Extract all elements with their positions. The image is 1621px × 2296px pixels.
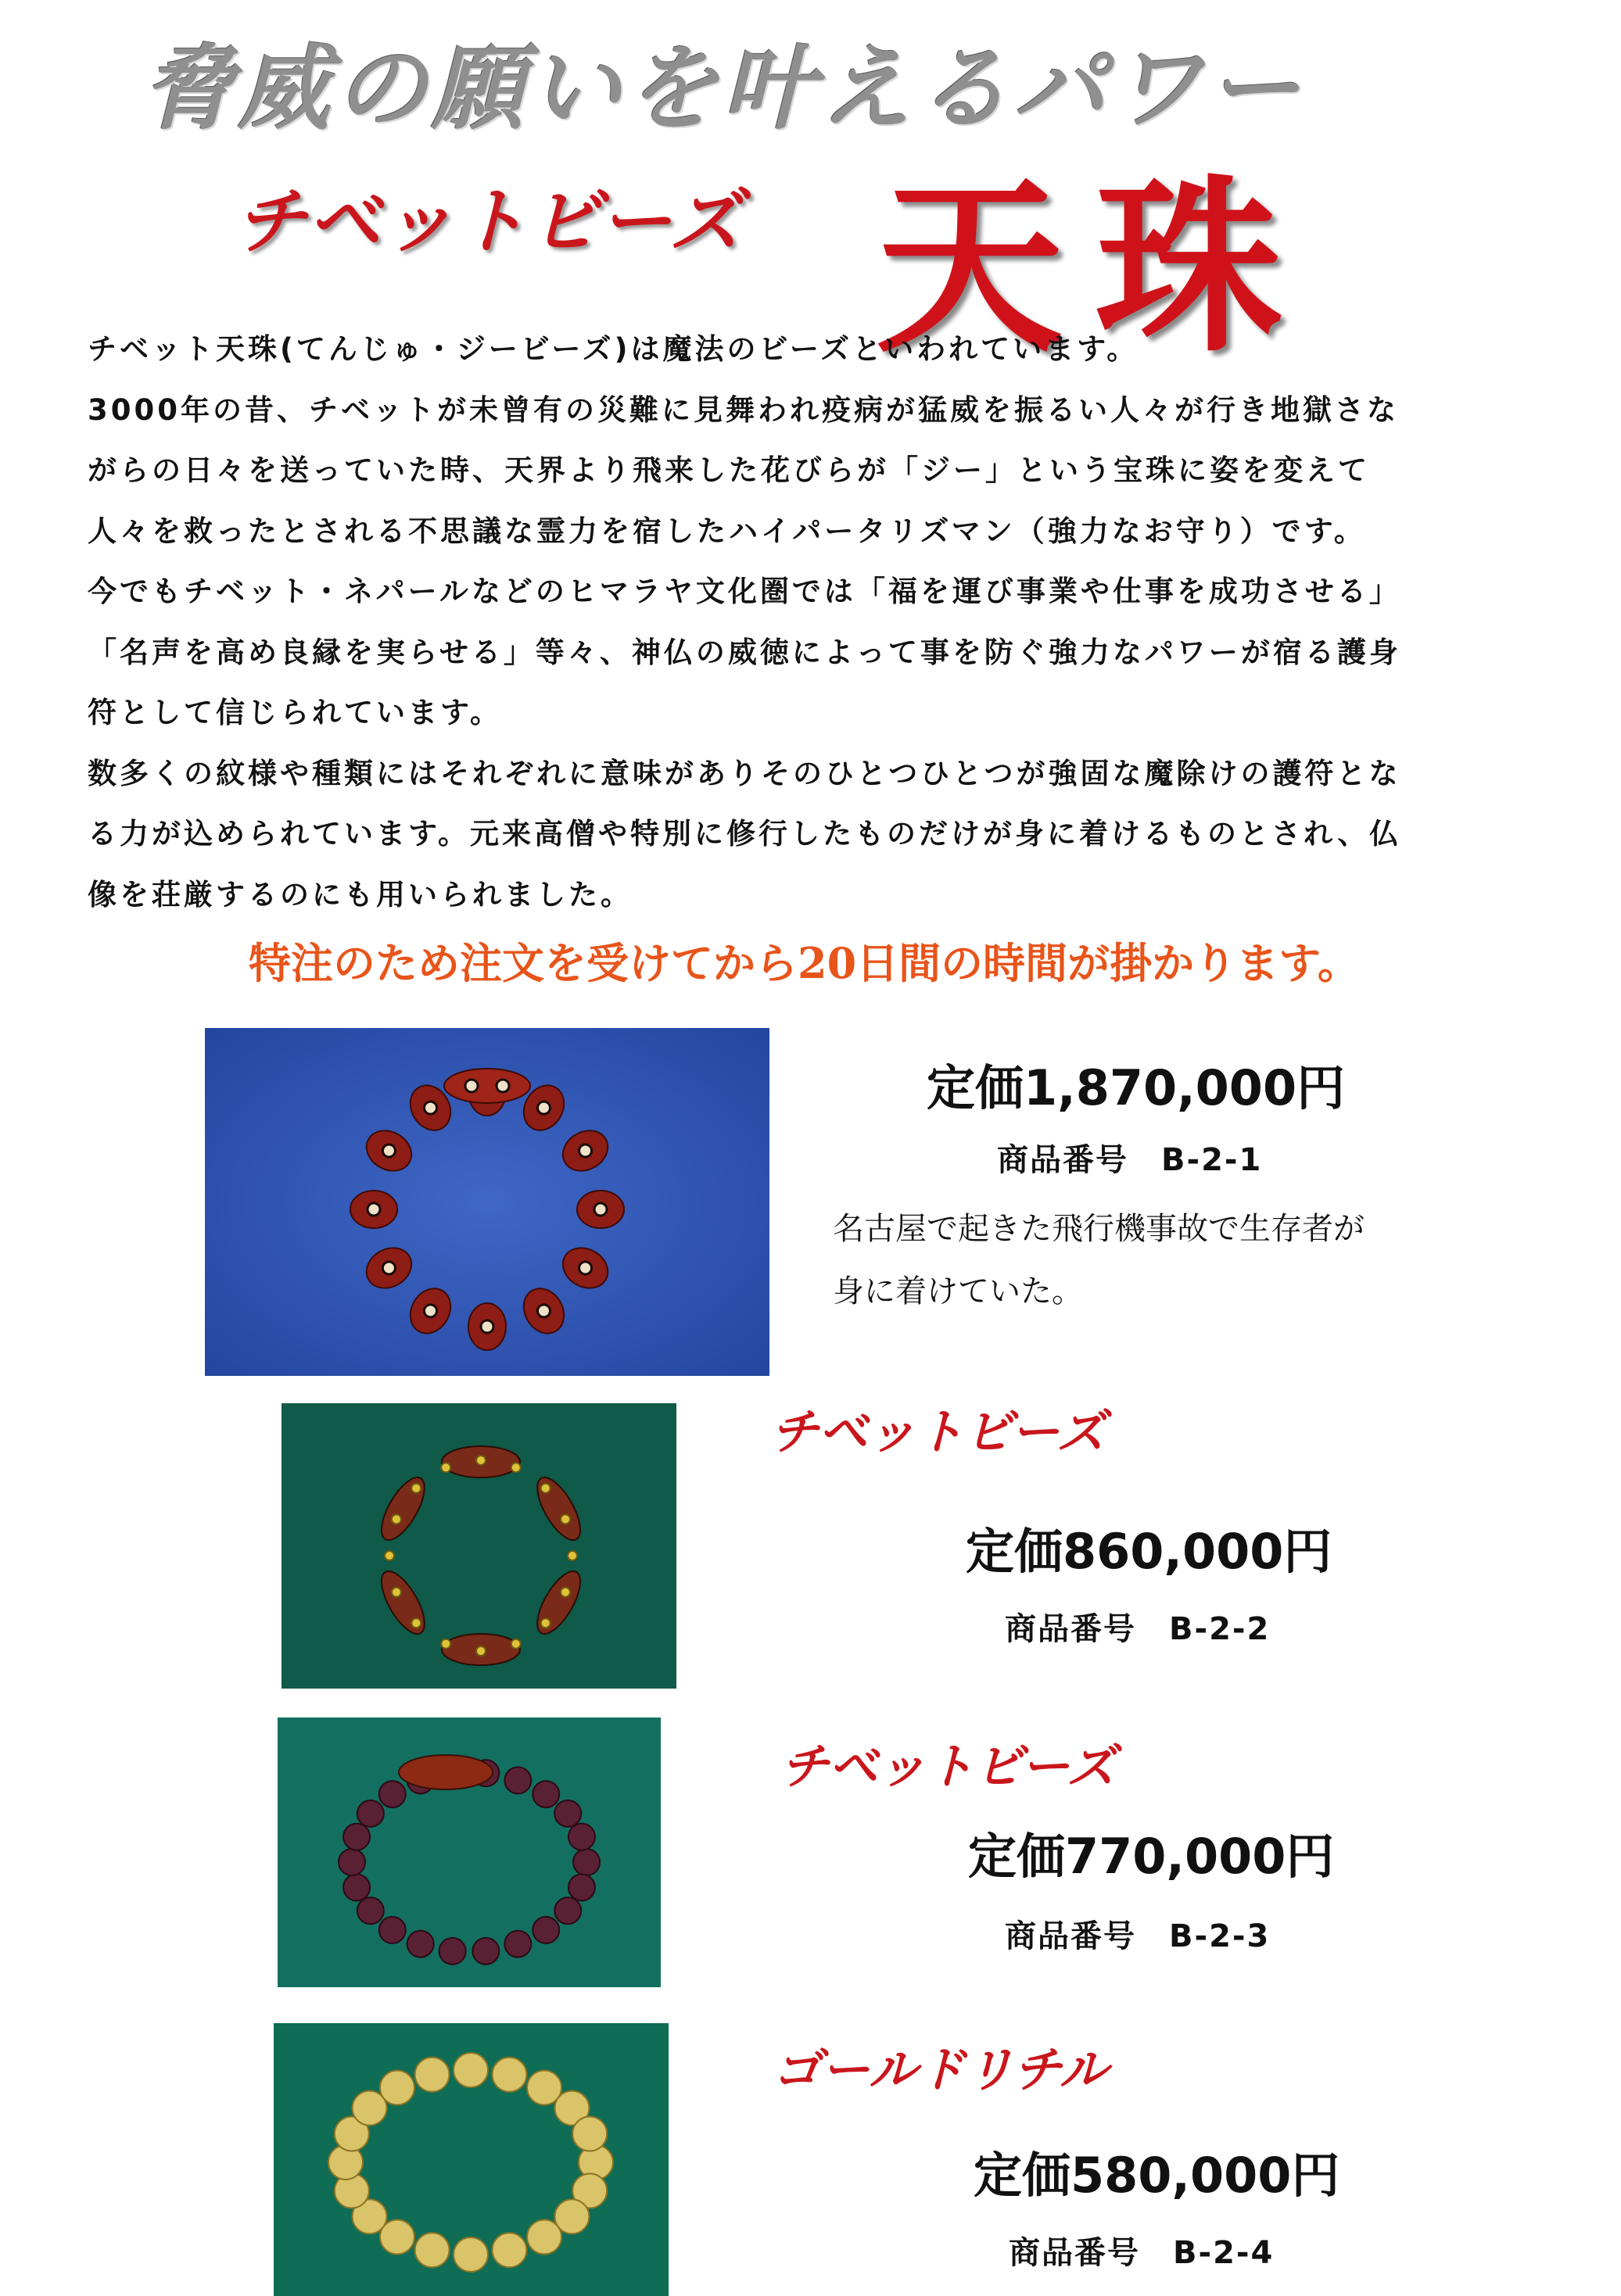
page-title: 天珠 [876,157,1314,378]
product-code: 商品番号 B-2-4 [1009,2235,1275,2271]
product-photo-b-2-2 [282,1403,676,1689]
product-price: 定価860,000円 [966,1523,1332,1580]
product-code: 商品番号 B-2-1 [997,1142,1263,1178]
product-photo-b-2-4 [274,2023,669,2296]
intro-line: チベット天珠(てんじゅ・ジービーズ)は魔法のビーズといわれています。 [88,332,1139,366]
intro-line: 人々を救ったとされる不思議な霊力を宿したハイパータリズマン（強力なお守り）です。 [88,514,1366,548]
intro-line: る力が込められています。元来高僧や特別に修行したものだけが身に着けるものとされ、仏 [88,817,1402,851]
product-photo-b-2-3 [278,1718,661,1987]
subtitle: チベットビーズ [235,179,743,263]
product-code: 商品番号 B-2-3 [1005,1918,1271,1954]
intro-line: 今でもチベット・ネパールなどのヒマラヤ文化圏では「福を運び事業や仕事を成功させる」 [88,575,1401,608]
intro-text [88,319,1542,925]
intro-line: 「名声を高め良縁を実らせる」等々、神仏の威徳によって事を防ぐ強力なパワーが宿る護身 [88,635,1401,669]
intro-line: 数多くの紋様や種類にはそれぞれに意味がありそのひとつひとつが強固な魔除けの護符とな [88,756,1401,790]
headline: 脅威の願いを叶えるパワー [141,34,1305,142]
description-line: 名古屋で起きた飛行機事故で生存者が [833,1211,1365,1247]
order-notice: 特注のため注文を受けてから20日間の時間が掛かります。 [249,938,1360,988]
description-line: 身に着けていた。 [833,1273,1083,1309]
intro-line: 3000年の昔、チベットが未曾有の災難に見舞われ疫病が猛威を振るい人々が行き地獄さな [88,392,1399,427]
intro-line: 像を荘厳するのにも用いられました。 [88,877,633,912]
product-title: チベットビーズ [780,1738,1116,1795]
product-code: 商品番号 B-2-2 [1005,1611,1271,1647]
product-photo-b-2-1 [205,1028,769,1376]
product-price: 定価580,000円 [974,2147,1340,2204]
intro-line: がらの日々を送っていた時、天界より飛来した花びらが「ジー」という宝珠に姿を変えて [88,453,1370,487]
product-description [833,1198,1365,1323]
intro-line: 符として信じられています。 [88,696,503,729]
product-title: チベットビーズ [770,1403,1106,1460]
product-price: 定価1,870,000円 [927,1059,1346,1116]
product-price: 定価770,000円 [968,1828,1335,1885]
product-title: ゴールドリチル [773,2041,1108,2098]
